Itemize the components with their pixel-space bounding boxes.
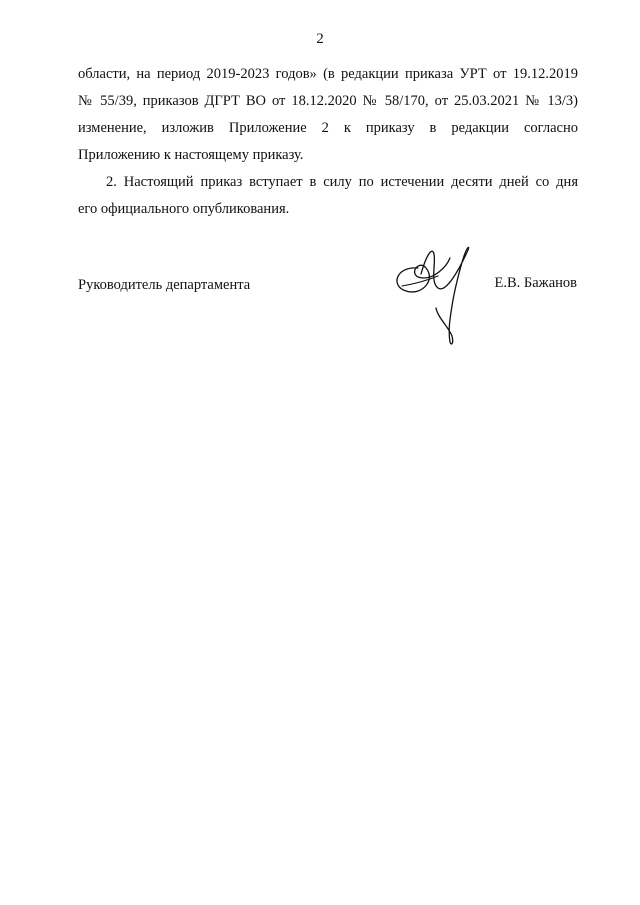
- handwritten-signature: [388, 238, 480, 350]
- body-line-2: № 55/39, приказов ДГРТ ВО от 18.12.2020 № 58/170, от 25.03.2021 № 13/3): [78, 93, 578, 109]
- page-number: 2: [316, 31, 324, 47]
- body-line-3: изменение, изложив Приложение 2 к приказу в редакции согласно: [78, 120, 578, 136]
- signatory-name: Е.В. Бажанов: [494, 275, 577, 291]
- body-line-4: Приложению к настоящему приказу.: [78, 147, 304, 163]
- body-line-6: его официального опубликования.: [78, 201, 290, 217]
- signatory-position: Руководитель департамента: [78, 277, 251, 293]
- body-line-5: 2. Настоящий приказ вступает в силу по истечении десяти дней со дня: [106, 174, 578, 190]
- body-line-1: области, на период 2019-2023 годов» (в редакции приказа УРТ от 19.12.2019: [78, 66, 578, 82]
